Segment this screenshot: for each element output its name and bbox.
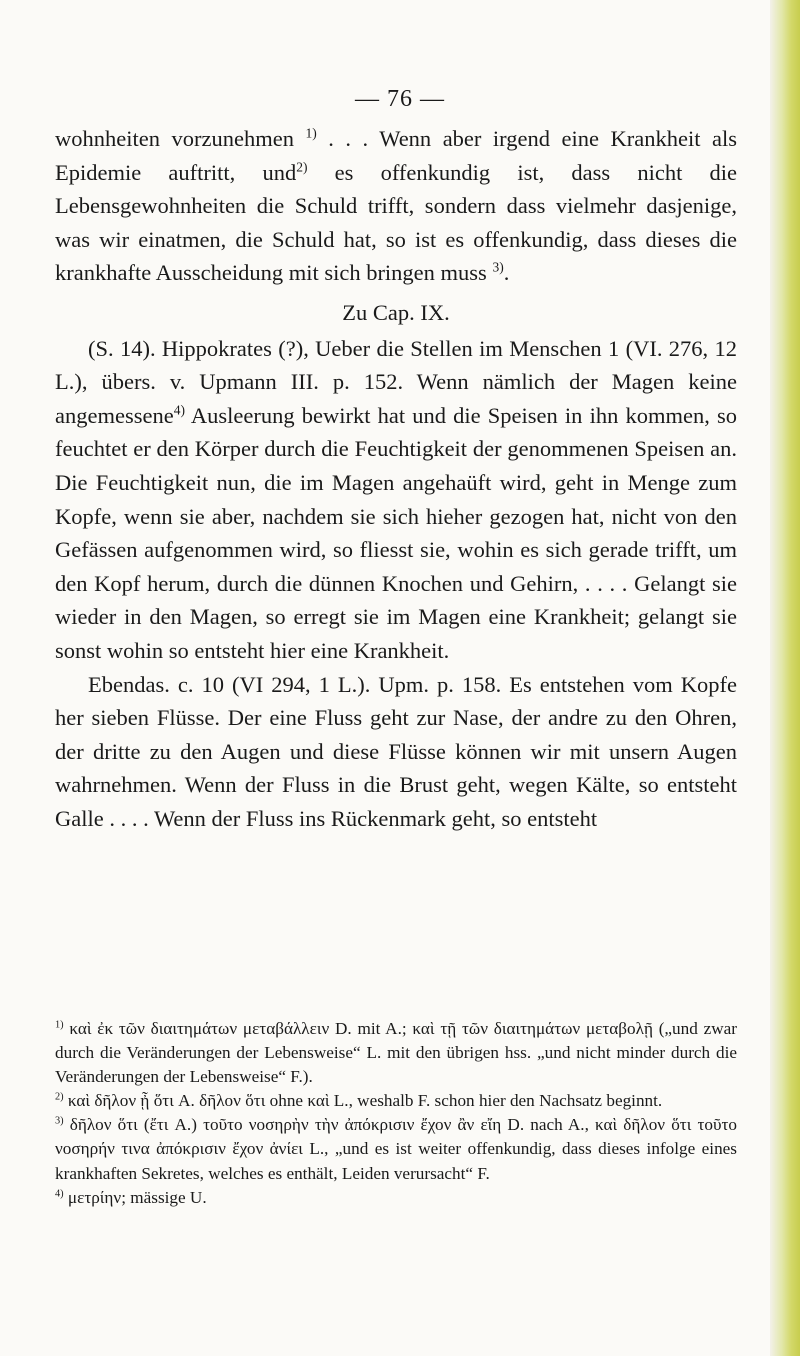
- footnote-2: [55, 1089, 737, 1113]
- text-run: (S. 14). Hippokrates (?), Ueber die Stellen im Menschen 1 (VI. 276, 12 L.), übers. v. Upmann III. p. 152. Wenn nämlich der Magen keine angemessene: [55, 335, 737, 428]
- footnotes: [55, 1017, 737, 1210]
- footnote-marker: 3): [55, 1115, 64, 1127]
- text-run: δῆλον ὅτι (ἔτι A.) τοῦτο νοσηρὴν τὴν ἀπόκρισιν ἔχον ἂν εἴη D. nach A., καὶ δῆλον ὅτι τοῦτο νοσηρήν τινα ἀπόκρισιν ἔχον ἀνίει L., „und es ist weiter offenkundig, dass dieses infolge eines krankhaften Sekretes, welches es enthält, Leiden verursacht“ F.: [55, 1115, 737, 1183]
- text-run: καὶ δῆλον ᾖ ὅτι A. δῆλον ὅτι ohne καὶ L., weshalb F. schon hier den Nachsatz beginnt.: [63, 1091, 663, 1111]
- page-edge-strip: [770, 0, 800, 1356]
- paragraph-continuation: [55, 122, 737, 290]
- text-run: wohnheiten vorzunehmen: [55, 126, 306, 151]
- footnote-3: [55, 1113, 737, 1185]
- paragraph-hippokrates: [55, 332, 737, 668]
- footnote-marker: 2): [55, 1091, 64, 1103]
- section-heading: Zu Cap. IX.: [342, 299, 450, 325]
- footnote-marker: 2): [296, 159, 308, 175]
- footnote-4: [55, 1186, 737, 1210]
- footnote-marker: 1): [305, 125, 317, 141]
- page-number: — 76 —: [355, 86, 445, 112]
- text-run: . . . Wenn aber irgend eine Krankheit als Epidemie auftritt, und: [55, 126, 737, 185]
- text-run: es offenkundig ist, dass nicht die Lebensgewohnheiten die Schuld trifft, sondern dass vielmehr dasjenige, was wir einatmen, die Schuld hat, so ist es offenkundig, dass dieses die krankhafte Ausscheidung mit sich bringen muss: [55, 159, 737, 286]
- footnote-1: [55, 1017, 737, 1089]
- footnote-marker: 3): [492, 259, 504, 275]
- main-text: [55, 122, 737, 835]
- text-run: Ebendas. c. 10 (VI 294, 1 L.). Upm. p. 158. Es entstehen vom Kopfe her sieben Flüsse. Der eine Fluss geht zur Nase, der andre zu den Ohren, der dritte zu den Augen und diese Flüsse können wir mit unsern Augen wahrnehmen. Wenn der Fluss in die Brust geht, wegen Kälte, so entsteht Galle . . . . Wenn der Fluss ins Rückenmark geht, so entsteht: [55, 671, 737, 831]
- text-run: Ausleerung bewirkt hat und die Speisen in ihn kommen, so feuchtet er den Körper durch die Feuchtigkeit der genommenen Speisen an. Die Feuchtigkeit nun, die im Magen angehaüft wird, geht in Menge zum Kopfe, wenn sie aber, nachdem sie sich hieher gezogen hat, nicht von den Gefässen aufgenommen wird, so fliesst sie, wohin es sich gerade trifft, um den Kopf herum, durch die dünnen Knochen und Gehirn, . . . . Gelangt sie wieder in den Magen, so erregt sie im Magen eine Krankheit; gelangt sie sonst wohin so entsteht hier eine Krankheit.: [55, 402, 737, 663]
- footnote-marker: 1): [55, 1019, 64, 1031]
- text-run: μετρίην; mässige U.: [63, 1187, 207, 1207]
- footnote-marker: 4): [173, 402, 185, 418]
- paragraph-ebendas: [55, 668, 737, 836]
- text-run: .: [503, 260, 510, 286]
- text-run: καὶ ἐκ τῶν διαιτημάτων μεταβάλλειν D. mit A.; καὶ τῇ τῶν διαιτημάτων μεταβολῇ („und zwar durch die Veränderungen der Lebensweise“ L. mit den übrigen hss. „und nicht minder durch die Veränderungen der Lebensweise“ F.).: [55, 1019, 737, 1087]
- footnote-marker: 4): [55, 1187, 64, 1199]
